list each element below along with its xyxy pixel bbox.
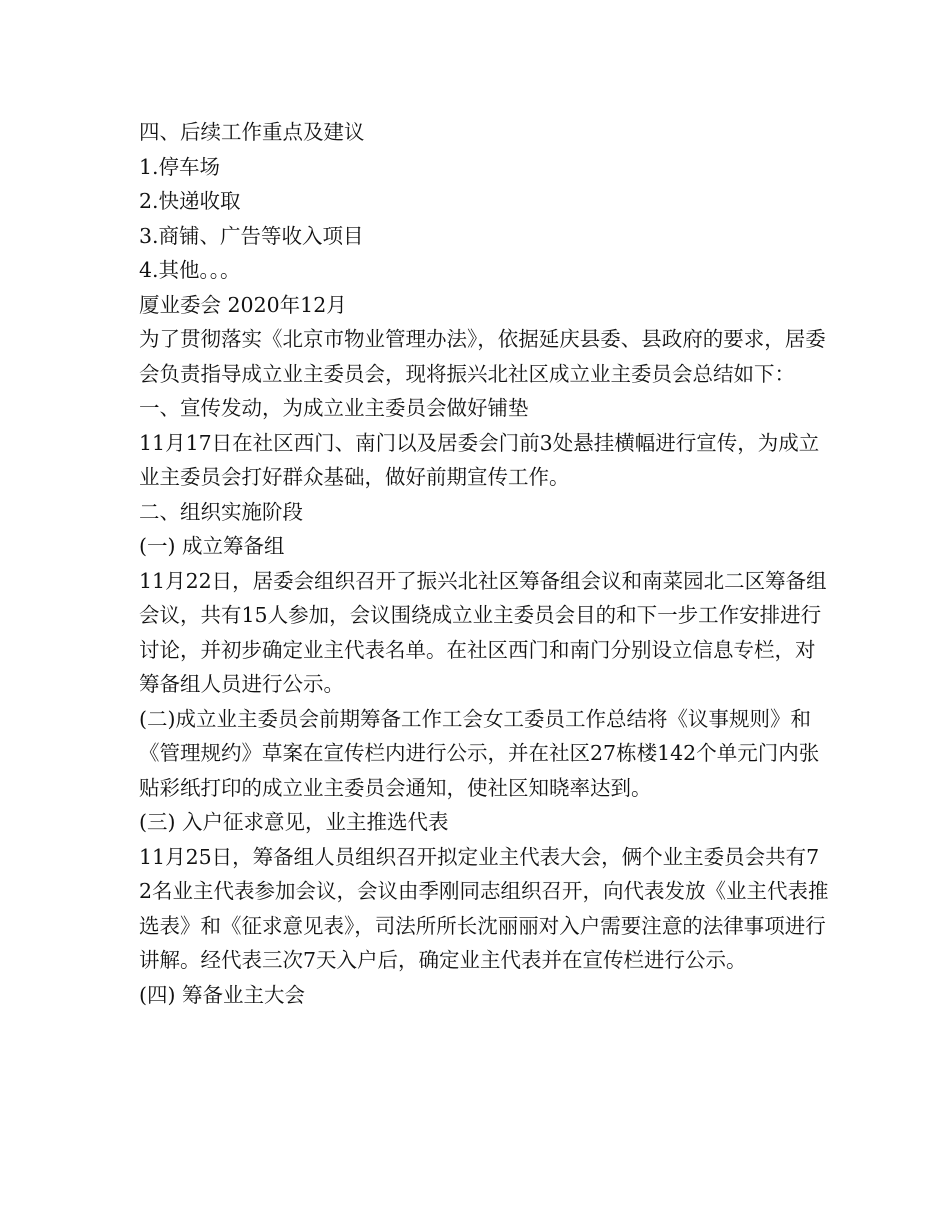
section-heading-follow-up: 四、后续工作重点及建议 (139, 120, 365, 144)
publicity-paragraph: 11月17日在社区西门、南门以及居委会门前3处悬挂横幅进行宣传，为成立业主委员会打好群众基础，做好前期宣传工作。 (139, 430, 820, 489)
subheading-preparatory-group: (一) 成立筹备组 (139, 534, 285, 558)
opinions-paragraph: 11月25日，筹备组人员组织召开拟定业主代表大会，俩个业主委员会共有72名业主代表参加会议，会议由季刚同志组织召开，向代表发放《业主代表推选表》和《征求意见表》，司法所所长沈丽丽对入户需要注意的法律事项进行讲解。经代表三次7天入户后，确定业主代表并在宣传栏进行公示。 (139, 844, 829, 972)
section-heading-implementation: 二、组织实施阶段 (139, 499, 303, 524)
intro-paragraph: 为了贯彻落实《北京市物业管理办法》，依据延庆县委、县政府的要求，居委会负责指导成立业主委员会，现将振兴北社区成立业主委员会总结如下： (139, 327, 826, 386)
signature-line: 厦业委会 2020年12月 (139, 292, 347, 317)
preparation-work-paragraph: (二)成立业主委员会前期筹备工作工会女工委员工作总结将《议事规则》和《管理规约》草案在宣传栏内进行公示，并在社区27栋楼142个单元门内张贴彩纸打印的成立业主委员会通知，使社区知晓率达到。 (139, 706, 820, 800)
subheading-owners-meeting: (四) 筹备业主大会 (139, 982, 306, 1007)
preparatory-group-paragraph: 11月22日，居委会组织召开了振兴北社区筹备组会议和南菜园北二区筹备组会议，共有15人参加，会议围绕成立业主委员会目的和下一步工作安排进行讨论，并初步确定业主代表名单。在社区西门和南门分别设立信息专栏，对筹备组人员进行公示。 (139, 568, 827, 696)
list-item-income: 3.商铺、广告等收入项目 (139, 223, 364, 248)
subheading-opinions: (三) 入户征求意见，业主推选代表 (139, 810, 449, 834)
document-body (139, 115, 829, 1012)
section-heading-publicity: 一、宣传发动，为成立业主委员会做好铺垫 (139, 396, 529, 420)
list-item-express: 2.快递收取 (139, 189, 241, 213)
list-item-parking: 1.停车场 (139, 154, 221, 179)
list-item-other: 4.其他。。。 (139, 258, 241, 282)
